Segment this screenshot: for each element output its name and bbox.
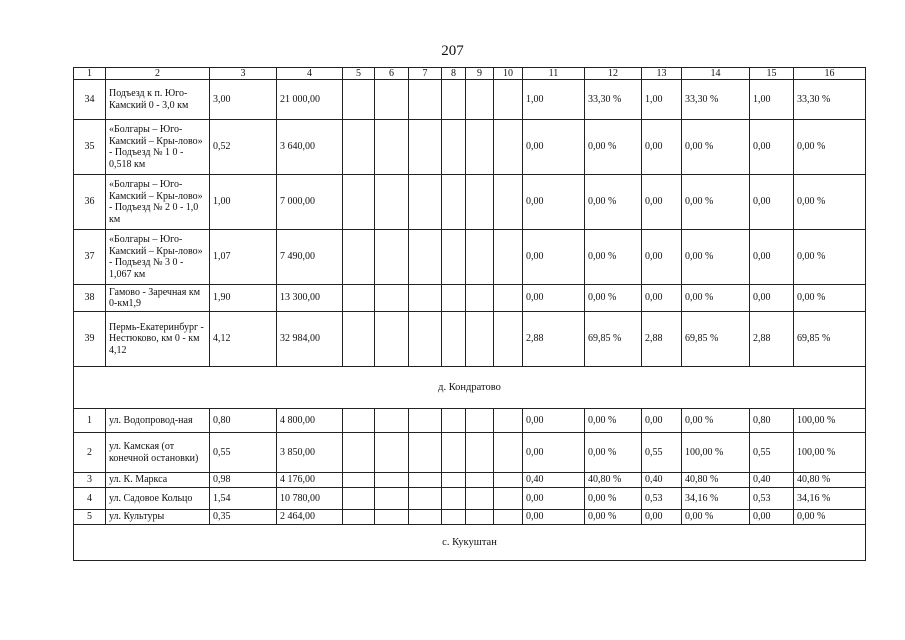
row-number-cell: 36 <box>74 175 106 230</box>
empty-cell <box>409 510 442 525</box>
value-cell: 0,00 <box>750 120 794 175</box>
percent-cell: 0,00 % <box>794 120 866 175</box>
cost-cell: 10 780,00 <box>277 488 343 510</box>
row-number-cell: 4 <box>74 488 106 510</box>
empty-cell <box>466 175 494 230</box>
road-name-cell: ул. Водопровод-ная <box>106 409 210 433</box>
value-cell: 0,55 <box>750 433 794 473</box>
section-row <box>74 525 866 561</box>
value-cell: 0,53 <box>642 488 682 510</box>
header-cell: 5 <box>343 68 375 80</box>
header-cell: 15 <box>750 68 794 80</box>
road-name-cell: Пермь-Екатеринбург - Нестюково, км 0 - км 4,12 <box>106 312 210 367</box>
header-row <box>74 68 866 80</box>
table-row <box>74 433 866 473</box>
table-row <box>74 175 866 230</box>
header-cell: 14 <box>682 68 750 80</box>
value-cell: 0,00 <box>642 409 682 433</box>
empty-cell <box>442 510 466 525</box>
value-cell: 0,00 <box>523 510 585 525</box>
value-cell: 0,00 <box>523 488 585 510</box>
empty-cell <box>494 175 523 230</box>
row-number-cell: 2 <box>74 433 106 473</box>
percent-cell: 0,00 % <box>585 409 642 433</box>
empty-cell <box>409 473 442 488</box>
empty-cell <box>343 510 375 525</box>
table-row <box>74 510 866 525</box>
empty-cell <box>343 80 375 120</box>
percent-cell: 0,00 % <box>585 433 642 473</box>
value-cell: 0,00 <box>750 285 794 312</box>
percent-cell: 0,00 % <box>794 175 866 230</box>
header-cell: 1 <box>74 68 106 80</box>
empty-cell <box>466 433 494 473</box>
percent-cell: 0,00 % <box>682 120 750 175</box>
value-cell: 2,88 <box>523 312 585 367</box>
length-cell: 4,12 <box>210 312 277 367</box>
empty-cell <box>494 312 523 367</box>
row-number-cell: 39 <box>74 312 106 367</box>
header-cell: 10 <box>494 68 523 80</box>
percent-cell: 0,00 % <box>794 285 866 312</box>
value-cell: 1,00 <box>750 80 794 120</box>
empty-cell <box>442 488 466 510</box>
percent-cell: 40,80 % <box>682 473 750 488</box>
percent-cell: 100,00 % <box>794 433 866 473</box>
cost-cell: 21 000,00 <box>277 80 343 120</box>
empty-cell <box>494 433 523 473</box>
empty-cell <box>442 175 466 230</box>
empty-cell <box>466 510 494 525</box>
empty-cell <box>343 312 375 367</box>
table-row <box>74 80 866 120</box>
empty-cell <box>409 409 442 433</box>
empty-cell <box>375 120 409 175</box>
value-cell: 0,00 <box>642 230 682 285</box>
empty-cell <box>375 488 409 510</box>
section-heading: с. Кукуштан <box>74 525 866 561</box>
value-cell: 0,00 <box>750 230 794 285</box>
percent-cell: 0,00 % <box>682 510 750 525</box>
table-row <box>74 488 866 510</box>
empty-cell <box>375 312 409 367</box>
percent-cell: 0,00 % <box>794 230 866 285</box>
percent-cell: 0,00 % <box>682 230 750 285</box>
empty-cell <box>409 488 442 510</box>
empty-cell <box>375 230 409 285</box>
percent-cell: 0,00 % <box>585 488 642 510</box>
header-cell: 2 <box>106 68 210 80</box>
percent-cell: 0,00 % <box>585 120 642 175</box>
table-body <box>74 68 866 561</box>
header-cell: 12 <box>585 68 642 80</box>
percent-cell: 0,00 % <box>585 285 642 312</box>
percent-cell: 40,80 % <box>585 473 642 488</box>
section-heading: д. Кондратово <box>74 367 866 409</box>
cost-cell: 3 640,00 <box>277 120 343 175</box>
value-cell: 0,00 <box>642 285 682 312</box>
length-cell: 0,35 <box>210 510 277 525</box>
empty-cell <box>343 488 375 510</box>
empty-cell <box>494 510 523 525</box>
value-cell: 1,00 <box>642 80 682 120</box>
table-row <box>74 285 866 312</box>
value-cell: 0,00 <box>523 230 585 285</box>
empty-cell <box>409 175 442 230</box>
value-cell: 0,00 <box>642 120 682 175</box>
percent-cell: 69,85 % <box>585 312 642 367</box>
empty-cell <box>343 409 375 433</box>
value-cell: 2,88 <box>642 312 682 367</box>
cost-cell: 3 850,00 <box>277 433 343 473</box>
value-cell: 0,00 <box>750 175 794 230</box>
empty-cell <box>466 230 494 285</box>
table-row <box>74 473 866 488</box>
empty-cell <box>442 120 466 175</box>
header-cell: 7 <box>409 68 442 80</box>
row-number-cell: 3 <box>74 473 106 488</box>
empty-cell <box>343 433 375 473</box>
empty-cell <box>343 230 375 285</box>
percent-cell: 100,00 % <box>682 433 750 473</box>
length-cell: 1,90 <box>210 285 277 312</box>
header-cell: 13 <box>642 68 682 80</box>
empty-cell <box>494 120 523 175</box>
value-cell: 0,40 <box>750 473 794 488</box>
empty-cell <box>466 312 494 367</box>
empty-cell <box>442 80 466 120</box>
percent-cell: 69,85 % <box>794 312 866 367</box>
value-cell: 0,55 <box>642 433 682 473</box>
percent-cell: 40,80 % <box>794 473 866 488</box>
cost-cell: 7 490,00 <box>277 230 343 285</box>
header-cell: 16 <box>794 68 866 80</box>
empty-cell <box>409 120 442 175</box>
road-name-cell: ул. К. Маркса <box>106 473 210 488</box>
percent-cell: 0,00 % <box>585 230 642 285</box>
road-name-cell: «Болгары – Юго-Камский – Кры-лово» - Подъезд № 2 0 - 1,0 км <box>106 175 210 230</box>
empty-cell <box>375 175 409 230</box>
table-row <box>74 312 866 367</box>
empty-cell <box>494 230 523 285</box>
row-number-cell: 38 <box>74 285 106 312</box>
header-cell: 9 <box>466 68 494 80</box>
percent-cell: 100,00 % <box>794 409 866 433</box>
row-number-cell: 34 <box>74 80 106 120</box>
percent-cell: 34,16 % <box>682 488 750 510</box>
value-cell: 0,00 <box>523 120 585 175</box>
empty-cell <box>442 230 466 285</box>
header-cell: 3 <box>210 68 277 80</box>
cost-cell: 2 464,00 <box>277 510 343 525</box>
length-cell: 1,00 <box>210 175 277 230</box>
value-cell: 0,40 <box>642 473 682 488</box>
road-name-cell: «Болгары – Юго-Камский – Кры-лово» - Подъезд № 1 0 - 0,518 км <box>106 120 210 175</box>
length-cell: 0,55 <box>210 433 277 473</box>
empty-cell <box>343 120 375 175</box>
percent-cell: 0,00 % <box>794 510 866 525</box>
percent-cell: 0,00 % <box>585 175 642 230</box>
value-cell: 0,00 <box>750 510 794 525</box>
empty-cell <box>375 285 409 312</box>
cost-cell: 4 176,00 <box>277 473 343 488</box>
row-number-cell: 1 <box>74 409 106 433</box>
percent-cell: 0,00 % <box>682 285 750 312</box>
cost-cell: 7 000,00 <box>277 175 343 230</box>
header-cell: 4 <box>277 68 343 80</box>
value-cell: 0,40 <box>523 473 585 488</box>
percent-cell: 0,00 % <box>585 510 642 525</box>
empty-cell <box>442 433 466 473</box>
table-row <box>74 230 866 285</box>
empty-cell <box>409 80 442 120</box>
value-cell: 1,00 <box>523 80 585 120</box>
road-name-cell: ул. Камская (от конечной остановки) <box>106 433 210 473</box>
percent-cell: 0,00 % <box>682 409 750 433</box>
empty-cell <box>442 285 466 312</box>
row-number-cell: 37 <box>74 230 106 285</box>
empty-cell <box>442 409 466 433</box>
empty-cell <box>466 473 494 488</box>
header-cell: 6 <box>375 68 409 80</box>
empty-cell <box>466 488 494 510</box>
empty-cell <box>409 285 442 312</box>
percent-cell: 33,30 % <box>682 80 750 120</box>
empty-cell <box>466 409 494 433</box>
empty-cell <box>375 510 409 525</box>
road-name-cell: Подъезд к п. Юго-Камский 0 - 3,0 км <box>106 80 210 120</box>
percent-cell: 33,30 % <box>794 80 866 120</box>
row-number-cell: 5 <box>74 510 106 525</box>
road-name-cell: «Болгары – Юго-Камский – Кры-лово» - Подъезд № 3 0 - 1,067 км <box>106 230 210 285</box>
empty-cell <box>409 230 442 285</box>
section-row <box>74 367 866 409</box>
road-name-cell: ул. Садовое Кольцо <box>106 488 210 510</box>
empty-cell <box>375 473 409 488</box>
cost-cell: 4 800,00 <box>277 409 343 433</box>
value-cell: 2,88 <box>750 312 794 367</box>
page-number: 207 <box>441 43 464 59</box>
length-cell: 0,52 <box>210 120 277 175</box>
length-cell: 0,80 <box>210 409 277 433</box>
value-cell: 0,53 <box>750 488 794 510</box>
cost-cell: 32 984,00 <box>277 312 343 367</box>
percent-cell: 33,30 % <box>585 80 642 120</box>
empty-cell <box>375 80 409 120</box>
header-cell: 8 <box>442 68 466 80</box>
empty-cell <box>466 285 494 312</box>
empty-cell <box>494 285 523 312</box>
empty-cell <box>494 473 523 488</box>
empty-cell <box>494 409 523 433</box>
length-cell: 1,07 <box>210 230 277 285</box>
empty-cell <box>409 312 442 367</box>
percent-cell: 69,85 % <box>682 312 750 367</box>
value-cell: 0,00 <box>642 175 682 230</box>
empty-cell <box>442 312 466 367</box>
percent-cell: 0,00 % <box>682 175 750 230</box>
empty-cell <box>466 120 494 175</box>
length-cell: 1,54 <box>210 488 277 510</box>
empty-cell <box>375 433 409 473</box>
empty-cell <box>343 473 375 488</box>
empty-cell <box>494 488 523 510</box>
data-table <box>73 67 866 561</box>
table-row <box>74 120 866 175</box>
value-cell: 0,00 <box>523 433 585 473</box>
empty-cell <box>343 285 375 312</box>
value-cell: 0,00 <box>523 409 585 433</box>
empty-cell <box>343 175 375 230</box>
road-name-cell: ул. Культуры <box>106 510 210 525</box>
empty-cell <box>494 80 523 120</box>
row-number-cell: 35 <box>74 120 106 175</box>
value-cell: 0,00 <box>523 285 585 312</box>
length-cell: 0,98 <box>210 473 277 488</box>
empty-cell <box>442 473 466 488</box>
empty-cell <box>466 80 494 120</box>
length-cell: 3,00 <box>210 80 277 120</box>
value-cell: 0,00 <box>523 175 585 230</box>
cost-cell: 13 300,00 <box>277 285 343 312</box>
value-cell: 0,00 <box>642 510 682 525</box>
empty-cell <box>375 409 409 433</box>
value-cell: 0,80 <box>750 409 794 433</box>
empty-cell <box>409 433 442 473</box>
header-cell: 11 <box>523 68 585 80</box>
table-row <box>74 409 866 433</box>
road-name-cell: Гамово - Заречная км 0-км1,9 <box>106 285 210 312</box>
percent-cell: 34,16 % <box>794 488 866 510</box>
